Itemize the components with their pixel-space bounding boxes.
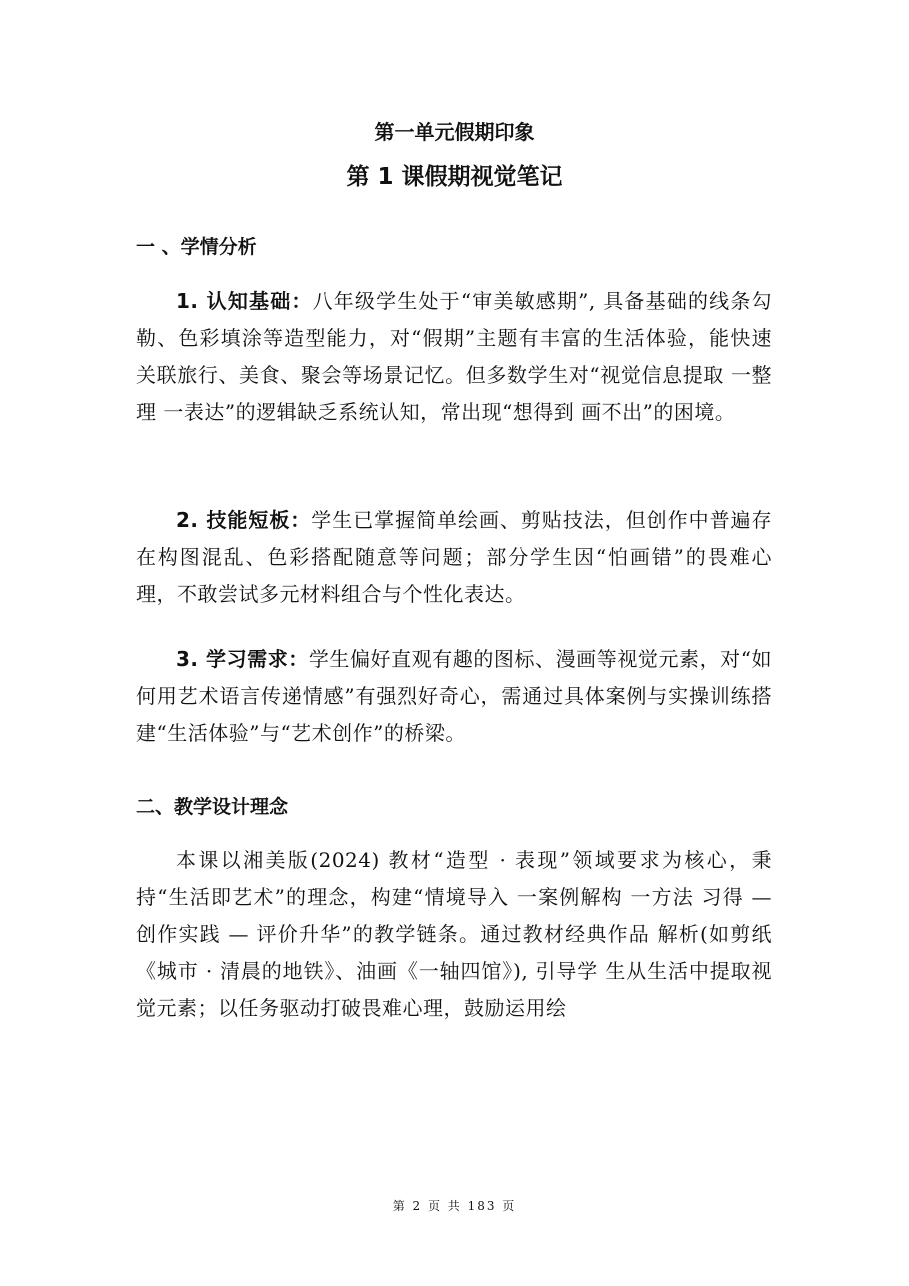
paragraph-cognitive-basis <box>136 283 772 431</box>
paragraph-lead: 3. 学习需求： <box>176 647 309 671</box>
section-heading-design-concept: 二、教学设计理念 <box>136 796 289 818</box>
paragraph-text: 八年级学生处于“审美敏感期”, 具备基础的线条勾勒、色彩填涂等造型能力，对“假期”主题有丰富的生活体验，能快速关联旅行、美食、聚会等场景记忆。但多数学生对“视觉信息提取 一整理 一表达”的逻辑缺乏系统认知，常出现“想得到 画不出”的困境。 <box>136 289 772 424</box>
lesson-title: 第 1 课假期视觉笔记 <box>346 164 563 190</box>
paragraph-design-concept: 本课以湘美版(2024) 教材“造型 · 表现”领域要求为核心，秉 持“生活即艺术”的理念，构建“情境导入 一案例解构 一方法 习得 — 创作实践 — 评价升华”的教学链条。通过教材经典作品 解析(如剪纸《城市 · 清晨的地铁》、油画《一轴四馆》), 引导学 生从生活中提取视觉元素；以任务驱动打破畏难心理，鼓励运用绘 <box>136 848 772 1020</box>
paragraph-lead: 2. 技能短板： <box>176 508 312 532</box>
paragraph-text: 学生偏好直观有趣的图标、漫画等视觉元素，对“如何用艺术语言传递情感”有强烈好奇心，需通过具体案例与实操训练搭建“生活体验”与“艺术创作”的桥梁。 <box>136 647 772 745</box>
paragraph-learning-needs <box>136 641 772 752</box>
paragraph-lead: 1. 认知基础： <box>176 289 313 313</box>
paragraph-skill-gaps <box>136 502 772 613</box>
unit-title: 第一单元假期印象 <box>374 120 535 144</box>
page-number-footer: 第 2 页 共 183 页 <box>392 1199 517 1213</box>
section-heading-learner-analysis: 一 、学情分析 <box>136 236 257 258</box>
paragraph-text: 学生已掌握简单绘画、剪贴技法，但创作中普遍存在构图混乱、色彩搭配随意等问题；部分学生因“怕画错”的畏难心理，不敢尝试多元材料组合与个性化表达。 <box>136 508 772 606</box>
